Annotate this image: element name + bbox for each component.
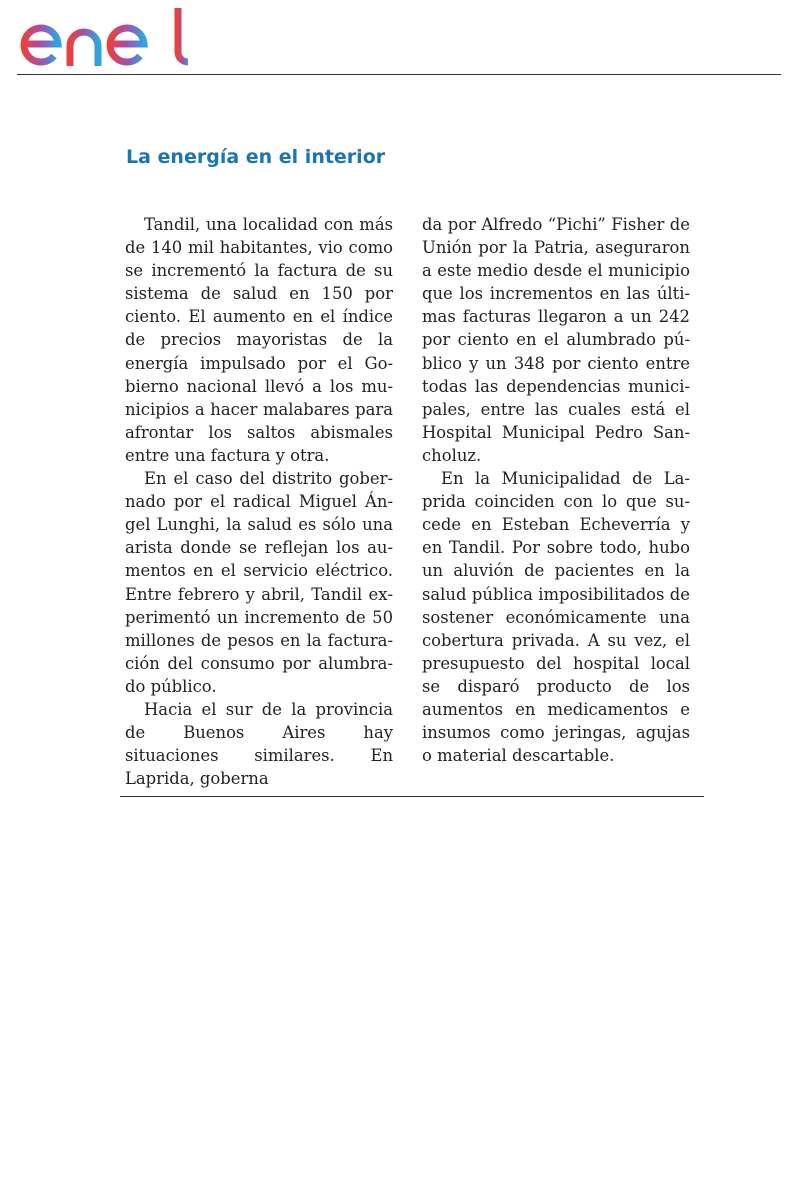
enel-logo-mark <box>18 6 193 70</box>
paragraph: En la Municipalidad de Laprida coinciden con lo que sucede en Esteban Echeverría y en Tandil. Por sobre todo, hubo un aluvión de pacientes en la salud pública imposibilitados de sostener económicamente una cobertura privada. A su vez, el presupuesto del hospital local se disparó producto de los aumentos en medicamentos e insumos como jeringas, agujas o material descartable. <box>422 469 690 766</box>
paragraph: Hacia el sur de la provincia de Buenos Aires hay situaciones similares. En Laprida, goberna <box>125 699 393 789</box>
article-column-right <box>422 213 690 767</box>
enel-logo <box>18 6 193 70</box>
header-rule <box>17 74 781 75</box>
paragraph: Tandil, una localidad con más de 140 mil habitantes, vio como se incrementó la factura de su sistema de salud en 150 por ciento. El aumento en el índice de precios mayoristas de la energía impulsado por el Gobierno nacional llevó a los municipios a hacer malabares para afrontar los saltos abismales entre una factura y otra. <box>125 215 393 465</box>
article-headline: La energía en el interior <box>126 146 386 168</box>
paragraph: da por Alfredo “Pichi” Fisher de Unión por la Patria, aseguraron a este medio desde el municipio que los incrementos en las últimas facturas llegaron a un 242 por ciento en el alumbrado público y un 348 por ciento entre todas las dependencias municipales, entre las cuales está el Hospital Municipal Pedro Sancholuz. <box>422 215 690 465</box>
article-column-left <box>125 213 393 790</box>
paragraph: En el caso del distrito gobernado por el radical Miguel Ángel Lunghi, la salud es sólo una arista donde se reflejan los aumentos en el servicio eléctrico. Entre febrero y abril, Tandil experimentó un incremento de 50 millones de pesos en la facturación del consumo por alumbrado público. <box>125 469 393 696</box>
footer-rule <box>120 796 704 797</box>
